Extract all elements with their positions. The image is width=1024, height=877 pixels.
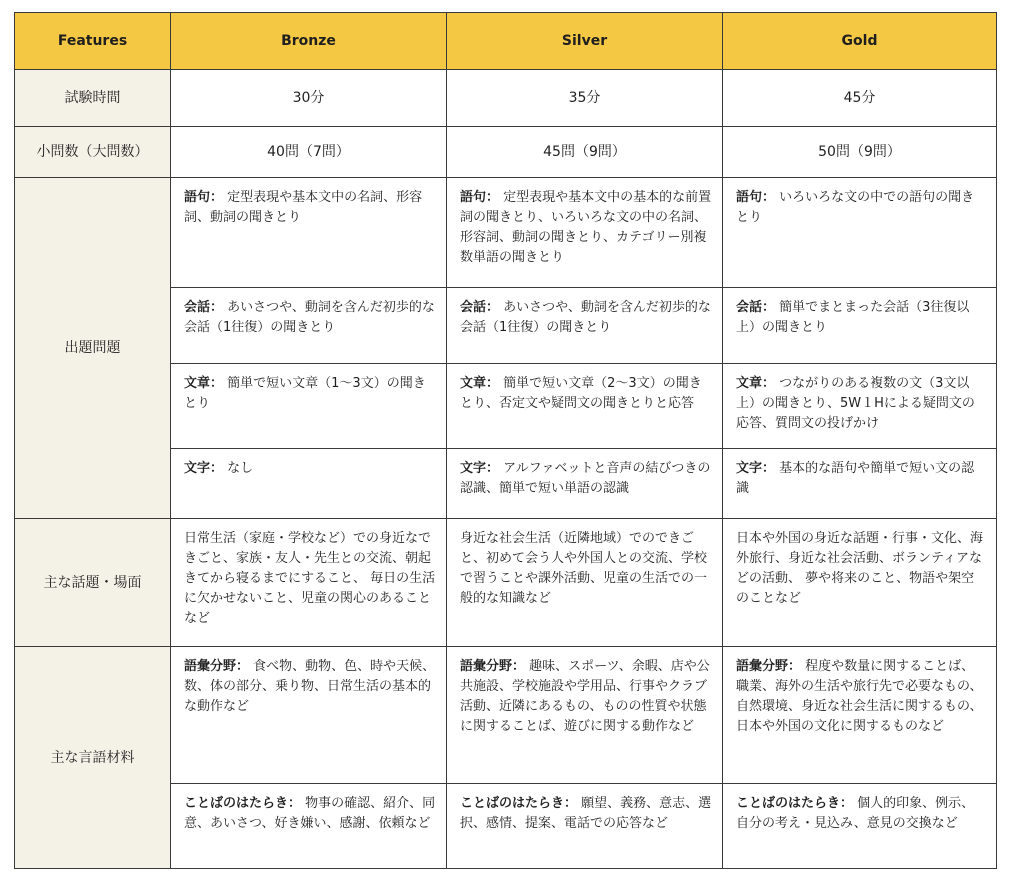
cell-key: 語句： xyxy=(184,190,224,205)
cell-text: 願望、義務、意志、選択、感情、提案、電話での応答など xyxy=(460,796,712,831)
cell-key: 文字： xyxy=(736,461,776,476)
cell-text: 程度や数量に関することば、職業、海外の生活や旅行先で必要なもの、自然環境、身近な社会生活に関するもの、日本や外国の文化に関するものなど xyxy=(736,659,983,734)
cell-key: 語句： xyxy=(460,190,500,205)
cell-bronze xyxy=(171,288,447,364)
row-label: 試験時間 xyxy=(15,70,171,127)
cell-key: 文字： xyxy=(460,461,500,476)
cell-bronze xyxy=(171,449,447,519)
cell-silver xyxy=(447,178,723,288)
cell-text: いろいろな文の中での語句の聞きとり xyxy=(736,190,975,225)
cell-silver: 35分 xyxy=(447,70,723,127)
cell-key: 会話： xyxy=(460,300,500,315)
cell-key: 文章： xyxy=(184,376,224,391)
cell-gold xyxy=(723,364,997,449)
cell-silver xyxy=(447,288,723,364)
cell-key: 語彙分野： xyxy=(460,659,526,674)
row-question-count xyxy=(15,127,997,178)
row-label: 小問数（大問数） xyxy=(15,127,171,178)
cell-text: 簡単で短い文章（1〜3文）の聞きとり xyxy=(184,376,426,411)
cell-gold xyxy=(723,288,997,364)
cell-key: 語句： xyxy=(736,190,776,205)
cell-silver xyxy=(447,647,723,784)
cell-key: 会話： xyxy=(184,300,224,315)
cell-text: なし xyxy=(227,461,254,476)
cell-text: あいさつや、動詞を含んだ初歩的な会話（1往復）の聞きとり xyxy=(460,300,711,335)
cell-gold xyxy=(723,647,997,784)
cell-gold: 50問（9問） xyxy=(723,127,997,178)
cell-key: 文字： xyxy=(184,461,224,476)
cell-gold xyxy=(723,784,997,869)
comparison-table xyxy=(14,12,997,869)
cell-key: 語彙分野： xyxy=(184,659,250,674)
row-label: 主な話題・場面 xyxy=(15,519,171,647)
cell-bronze: 日常生活（家庭・学校など）での身近なできごと、家族・友人・先生との交流、朝起きてから寝るまでにすること、 毎日の生活に欠かせないこと、児童の関心のあることなど xyxy=(171,519,447,647)
cell-bronze xyxy=(171,647,447,784)
header-row xyxy=(15,13,997,70)
cell-key: ことばのはたらき： xyxy=(184,796,302,811)
row-questions-goku xyxy=(15,178,997,288)
cell-key: 会話： xyxy=(736,300,776,315)
cell-bronze: 40問（7問） xyxy=(171,127,447,178)
cell-text: 定型表現や基本文中の基本的な前置詞の聞きとり、いろいろな文の中の名詞、形容詞、動詞の聞きとり、カテゴリー別複数単語の聞きとり xyxy=(460,190,712,265)
cell-text: 趣味、スポーツ、余暇、店や公共施設、学校施設や学用品、行事やクラブ活動、近隣にあるもの、ものの性質や状態に関することば、遊びに関する動作など xyxy=(460,659,710,734)
header-bronze: Bronze xyxy=(171,13,447,70)
cell-text: 簡単でまとまった会話（3往復以上）の聞きとり xyxy=(736,300,970,335)
row-materials-vocab xyxy=(15,647,997,784)
cell-silver: 身近な社会生活（近隣地域）でのできごと、初めて会う人や外国人との交流、学校で習うことや課外活動、児童の生活での一般的な知識など xyxy=(447,519,723,647)
header-silver: Silver xyxy=(447,13,723,70)
cell-gold: 日本や外国の身近な話題・行事・文化、海外旅行、身近な社会活動、ボランティアなどの活動、 夢や将来のこと、物語や架空のことなど xyxy=(723,519,997,647)
cell-silver: 45問（9問） xyxy=(447,127,723,178)
row-topics xyxy=(15,519,997,647)
row-exam-time xyxy=(15,70,997,127)
header-gold: Gold xyxy=(723,13,997,70)
cell-bronze xyxy=(171,364,447,449)
cell-text: アルファベットと音声の結びつきの認識、簡単で短い単語の認識 xyxy=(460,461,711,496)
cell-bronze xyxy=(171,178,447,288)
row-label: 出題問題 xyxy=(15,178,171,519)
cell-text: 食べ物、動物、色、時や天候、数、体の部分、乗り物、日常生活の基本的な動作など xyxy=(184,659,436,714)
cell-key: 語彙分野： xyxy=(736,659,802,674)
cell-gold xyxy=(723,449,997,519)
cell-text: 基本的な語句や簡単で短い文の認識 xyxy=(736,461,975,496)
cell-gold: 45分 xyxy=(723,70,997,127)
header-features: Features xyxy=(15,13,171,70)
cell-key: 文章： xyxy=(736,376,776,391)
cell-bronze xyxy=(171,784,447,869)
cell-text: つながりのある複数の文（3文以上）の聞きとり、5W１Hによる疑問文の応答、質問文の投げかけ xyxy=(736,376,975,431)
cell-silver xyxy=(447,784,723,869)
cell-text: 定型表現や基本文中の名詞、形容詞、動詞の聞きとり xyxy=(184,190,423,225)
cell-text: 物事の確認、紹介、同意、あいさつ、好き嫌い、感謝、依頼など xyxy=(184,796,436,831)
cell-silver xyxy=(447,449,723,519)
row-label: 主な言語材料 xyxy=(15,647,171,869)
cell-silver xyxy=(447,364,723,449)
cell-key: ことばのはたらき： xyxy=(460,796,578,811)
cell-key: 文章： xyxy=(460,376,500,391)
cell-text: 簡単で短い文章（2〜3文）の聞きとり、否定文や疑問文の聞きとりと応答 xyxy=(460,376,702,411)
cell-bronze: 30分 xyxy=(171,70,447,127)
cell-key: ことばのはたらき： xyxy=(736,796,854,811)
cell-gold xyxy=(723,178,997,288)
cell-text: 個人的印象、例示、自分の考え・見込み、意見の交換など xyxy=(736,796,975,831)
cell-text: あいさつや、動詞を含んだ初歩的な会話（1往復）の聞きとり xyxy=(184,300,435,335)
